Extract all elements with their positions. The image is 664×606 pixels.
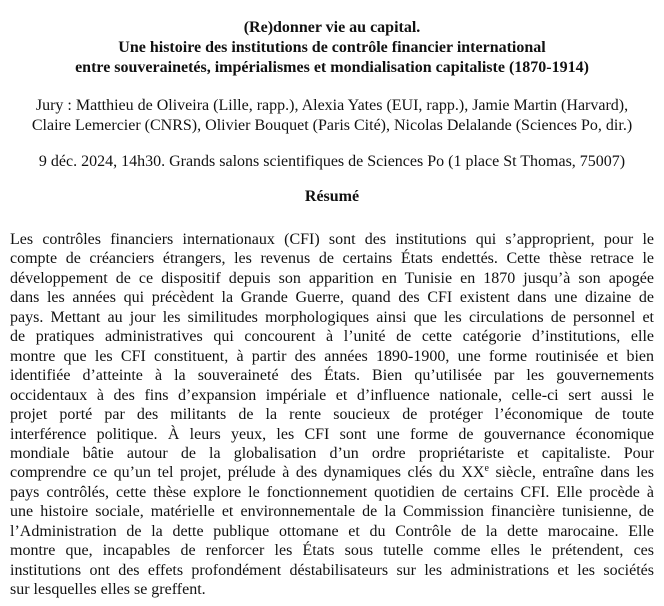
- date-venue: 9 déc. 2024, 14h30. Grands salons scientifiques de Sciences Po (1 place St Thomas, 75007): [38, 153, 626, 170]
- jury-line: Jury : Matthieu de Oliveira (Lille, rapp.), Alexia Yates (EUI, rapp.), Jamie Martin (Harvard),: [35, 97, 629, 114]
- abstract-line: Les contrôles financiers internationaux (CFI) sont des institutions qui s’approprient, pour le: [10, 231, 654, 248]
- abstract-line: occidentaux à des fins d’expansion impériale et d’influence nationale, celle-ci sert aussi le: [10, 386, 654, 404]
- line-text: comprendre ce qu’un tel projet, prélude à des dynamiques clés du XX: [10, 464, 485, 482]
- jury-list: [0, 96, 664, 136]
- abstract-line: de pratiques administratives qui concourent à l’unité de cette catégorie d’institutions, elle: [10, 328, 654, 346]
- abstract-line: mondiale bâtie autour de la globalisation d’un ordre propriétariste et capitaliste. Pour: [10, 444, 654, 462]
- abstract-line: développement de ce dispositif depuis son apparition en Tunisie en 1870 jusqu’à son apogée: [10, 269, 654, 287]
- abstract-line: montre que, incapables de renforcer les États sous tutelle comme elles le prétendent, ces: [10, 542, 654, 560]
- abstract-line: dans les années qui précèdent la Grande Guerre, quand des CFI existent dans une dizaine de: [10, 289, 654, 307]
- abstract-line: identifiée d’atteinte à la souveraineté des États. Bien qu’utilisée par les gouvernements: [10, 367, 654, 385]
- abstract-line: projet porté par des militants de la rente soucieux de protéger l’économique de toute: [10, 406, 654, 424]
- abstract-line: institutions ont des effets profondément déstabilisateurs sur les administrations et les sociétés: [10, 561, 654, 579]
- abstract-line: compte de créanciers étrangers, les revenus de certains États endettés. Cette thèse retrace le: [10, 250, 654, 268]
- abstract-heading: Résumé: [304, 188, 360, 205]
- abstract-line: [10, 463, 654, 482]
- abstract-line: sur lesquelles elles se greffent.: [10, 581, 206, 599]
- superscript: e: [484, 463, 489, 475]
- line-text: siècle, entraîne dans les: [488, 464, 654, 482]
- thesis-title: [0, 18, 664, 78]
- jury-line: Claire Lemercier (CNRS), Olivier Bouquet (Paris Cité), Nicolas Delalande (Sciences Po, dir.): [31, 117, 633, 134]
- abstract-line: l’Administration de la dette publique ottomane et du Contrôle de la dette marocaine. Elle: [10, 522, 654, 540]
- abstract-line: une histoire sociale, matérielle et environnementale de la Commission financière tunisienne, de: [10, 503, 654, 521]
- title-line: entre souverainetés, impérialismes et mondialisation capitaliste (1870-1914): [75, 59, 589, 76]
- title-line: (Re)donner vie au capital.: [243, 19, 421, 36]
- abstract-paragraph: [10, 230, 654, 600]
- title-line: Une histoire des institutions de contrôle financier international: [118, 39, 546, 56]
- abstract-line: pays. Mettant au jour les similitudes morphologiques ainsi que les circulations de personnel et: [10, 308, 654, 326]
- abstract-line: pays contrôlés, cette thèse explore le fonctionnement quotidien de certains CFI. Elle procède à: [10, 483, 654, 501]
- abstract-line: interférence politique. À leurs yeux, les CFI sont une forme de gouvernance économique: [10, 425, 654, 443]
- abstract-line: montre que les CFI constituent, à partir des années 1890-1900, une forme routinisée et bien: [10, 347, 654, 365]
